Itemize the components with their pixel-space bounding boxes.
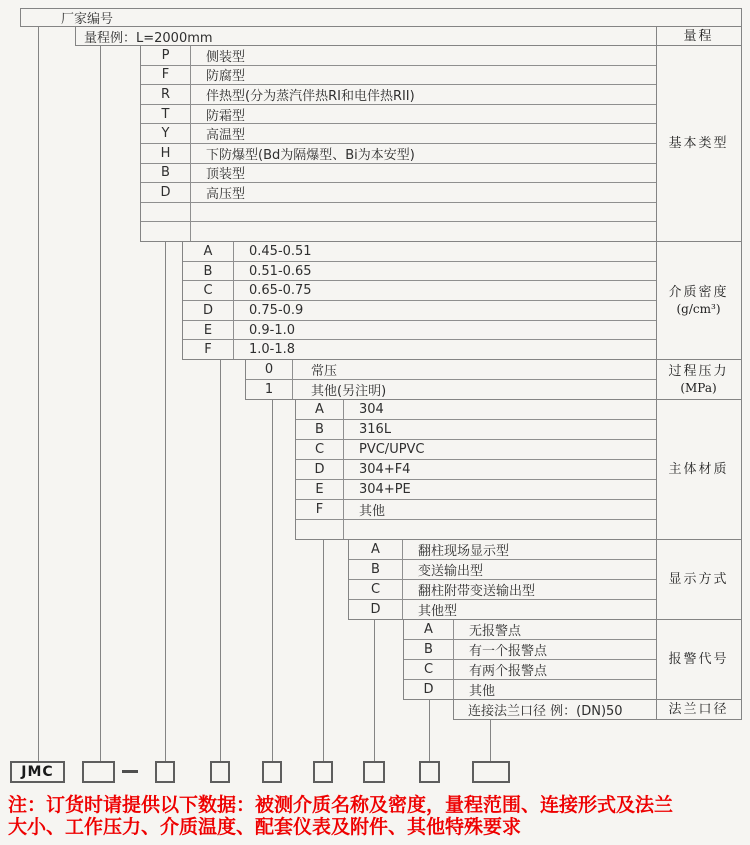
category-cell-display: 显示方式 <box>656 540 742 620</box>
category-cell-pressure: 过程压力 (MPa) <box>656 360 742 400</box>
section-display-mode <box>348 540 657 620</box>
table-row <box>296 460 656 480</box>
table-row <box>183 321 656 341</box>
ordering-note <box>8 794 746 838</box>
desc-cell: 0.51-0.65 <box>249 263 312 279</box>
range-row <box>75 27 657 46</box>
table-row <box>183 340 656 359</box>
code-cell: H <box>141 144 191 163</box>
model-box-flange <box>472 761 510 783</box>
code-cell: P <box>141 46 191 65</box>
desc-cell: 无报警点 <box>469 624 522 639</box>
code-cell: B <box>404 640 454 659</box>
desc-cell: PVC/UPVC <box>359 442 425 457</box>
section-basic-type <box>140 46 657 242</box>
table-row <box>183 301 656 321</box>
code-cell: D <box>183 301 234 320</box>
code-cell: R <box>141 85 191 104</box>
model-box-pressure <box>262 761 282 783</box>
code-cell: A <box>183 242 234 261</box>
table-row <box>141 183 656 203</box>
code-cell: A <box>296 400 344 419</box>
desc-cell: 防腐型 <box>206 69 246 85</box>
table-row <box>296 480 656 500</box>
table-row <box>141 222 656 241</box>
table-row <box>141 105 656 125</box>
table-row <box>296 400 656 420</box>
table-row <box>141 144 656 164</box>
code-cell: 0 <box>246 360 293 379</box>
desc-cell: 常压 <box>311 364 338 379</box>
model-box-display <box>363 761 385 783</box>
code-cell: T <box>141 105 191 124</box>
category-cell-flange: 法兰口径 <box>656 700 742 720</box>
model-box-range <box>82 761 115 783</box>
table-row <box>183 242 656 262</box>
connector-line-factory <box>38 27 39 762</box>
category-cell-density: 介质密度 (g/cm³) <box>656 242 742 360</box>
table-row <box>141 66 656 86</box>
model-box-material <box>313 761 333 783</box>
table-row <box>183 281 656 301</box>
ordering-note-line2: 大小、工作压力、介质温度、配套仪表及附件、其他特殊要求 <box>8 816 522 838</box>
range-label: 量程例：L=2000mm <box>84 30 213 46</box>
code-cell: B <box>349 560 403 579</box>
code-cell: B <box>141 164 191 183</box>
code-cell: 1 <box>246 380 293 399</box>
section-body-material <box>295 400 657 540</box>
table-row <box>141 164 656 184</box>
flange-row <box>453 700 657 720</box>
table-row <box>349 560 656 580</box>
table-row <box>296 500 656 520</box>
desc-cell: 翻柱现场显示型 <box>418 544 510 559</box>
table-row <box>349 540 656 560</box>
table-row <box>349 580 656 600</box>
desc-cell: 316L <box>359 422 392 437</box>
table-row <box>404 620 656 640</box>
desc-cell: 304 <box>359 402 384 417</box>
desc-cell: 有两个报警点 <box>469 664 548 679</box>
category-cell-basic-type: 基本类型 <box>656 46 742 242</box>
code-cell: C <box>183 281 234 300</box>
model-prefix-box <box>10 761 65 783</box>
desc-cell: 其他型 <box>418 604 458 619</box>
desc-cell: 其他 <box>359 504 386 519</box>
desc-cell: 0.45-0.51 <box>249 243 312 259</box>
desc-cell: 1.0-1.8 <box>249 342 296 358</box>
desc-cell: 0.75-0.9 <box>249 302 304 318</box>
code-cell: D <box>141 183 191 202</box>
section-process-pressure <box>245 360 657 400</box>
table-row <box>349 600 656 619</box>
desc-cell: 304+F4 <box>359 462 411 477</box>
code-cell: B <box>296 420 344 439</box>
code-cell <box>296 520 344 539</box>
table-row <box>141 85 656 105</box>
desc-cell: 伴热型(分为蒸汽伴热RI和电伴热RII) <box>206 88 415 104</box>
category-cell-range: 量程 <box>656 27 742 46</box>
model-box-basic-type <box>155 761 175 783</box>
table-row <box>141 124 656 144</box>
table-row <box>183 262 656 282</box>
connector-line-density <box>220 360 221 762</box>
code-cell: D <box>349 600 403 619</box>
code-cell: F <box>183 340 234 359</box>
connector-line-display <box>374 620 375 762</box>
desc-cell: 0.9-1.0 <box>249 322 296 338</box>
code-cell: D <box>296 460 344 479</box>
table-row <box>404 640 656 660</box>
connector-line-basic-type <box>165 242 166 762</box>
table-row <box>246 360 656 380</box>
desc-cell: 翻柱附带变送输出型 <box>418 584 536 599</box>
desc-cell: 高温型 <box>206 128 246 144</box>
table-row <box>296 420 656 440</box>
connector-line-range <box>100 46 101 762</box>
factory-code-label: 厂家编号 <box>61 12 114 27</box>
connector-line-flange <box>490 720 491 762</box>
model-prefix-label: JMC <box>21 764 54 780</box>
ordering-note-line1: 注：订货时请提供以下数据：被测介质名称及密度，量程范围、连接形式及法兰 <box>8 794 674 816</box>
desc-cell: 0.65-0.75 <box>249 283 312 299</box>
code-cell: A <box>404 620 454 639</box>
code-cell: E <box>296 480 344 499</box>
category-cell-material: 主体材质 <box>656 400 742 540</box>
connector-line-material <box>323 540 324 762</box>
desc-cell: 其他(另注明) <box>311 384 387 399</box>
desc-cell: 侧装型 <box>206 49 246 65</box>
section-medium-density <box>182 242 657 360</box>
code-cell: E <box>183 321 234 340</box>
table-row <box>404 680 656 699</box>
section-alarm-code <box>403 620 657 700</box>
desc-cell: 防霜型 <box>206 108 246 124</box>
dash-separator <box>122 770 138 773</box>
table-row <box>141 203 656 223</box>
connector-line-pressure <box>272 400 273 762</box>
code-cell: F <box>141 66 191 85</box>
code-cell: A <box>349 540 403 559</box>
code-cell <box>141 203 191 222</box>
code-cell: Y <box>141 124 191 143</box>
desc-cell: 有一个报警点 <box>469 644 548 659</box>
desc-cell: 下防爆型(Bd为隔爆型、Bi为本安型) <box>206 147 415 163</box>
code-cell: B <box>183 262 234 281</box>
connector-line-alarm <box>429 700 430 762</box>
model-box-alarm <box>419 761 440 783</box>
category-cell-alarm: 报警代号 <box>656 620 742 700</box>
code-cell: C <box>296 440 344 459</box>
model-box-density <box>210 761 230 783</box>
factory-code-row <box>20 8 742 27</box>
table-row <box>141 46 656 66</box>
table-row <box>246 380 656 399</box>
table-row <box>404 660 656 680</box>
table-row <box>296 520 656 539</box>
table-row <box>296 440 656 460</box>
code-cell: C <box>404 660 454 679</box>
desc-cell: 高压型 <box>206 186 246 202</box>
code-cell <box>141 222 191 241</box>
flange-label: 连接法兰口径 例：(DN)50 <box>468 704 623 719</box>
desc-cell: 顶装型 <box>206 167 246 183</box>
code-cell: C <box>349 580 403 599</box>
desc-cell: 304+PE <box>359 482 411 497</box>
desc-cell: 变送输出型 <box>418 564 484 579</box>
desc-cell: 其他 <box>469 684 496 699</box>
code-cell: D <box>404 680 454 699</box>
code-cell: F <box>296 500 344 519</box>
